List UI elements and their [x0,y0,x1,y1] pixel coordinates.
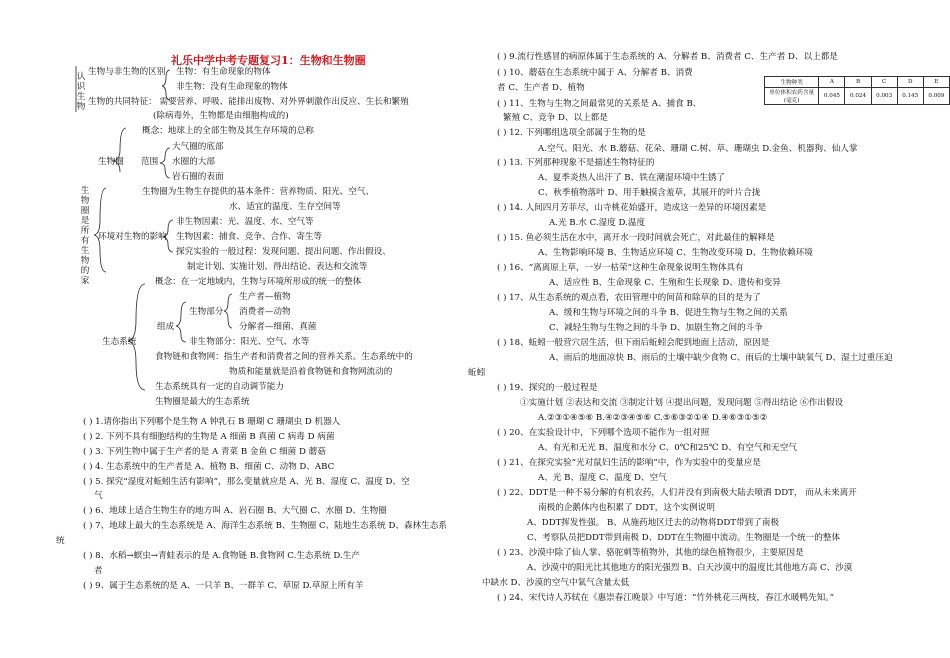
table-cell: 0.045 [819,88,845,105]
right-option: A.光 B.水 C.湿度 D.温度 [549,218,646,228]
right-question: ( ) 9.流行性感冒的病原体属于生态系统的 A、分解者 B、消费者 C、生产者 D、以上都是 [497,52,838,62]
left-question: ( ) 5. 探究“湿度对蚯蚓生活有影响”，那么变量就应是 A、光 B、湿度 C、温度 D、空 [83,477,410,487]
table-cell: 0.003 [871,88,897,105]
vertical-label-biosphere: 生物圈是所有生物的家 [80,186,90,286]
right-option: C、秋季植物落叶 D、用手触摸含羞草，其展开的叶片合拢 [538,188,761,198]
right-option: A、生物影响环境 B、生物适应环境 C、生物改变环境 D、生物依赖环境 [538,248,813,258]
outline-l12a: 环境对生物的影响 [98,232,167,242]
outline-l21: 物质和能量就是沿着食物链和食物网流动的 [229,367,393,377]
right-question: ( ) 18、蚯蚓一般营穴居生活，但下雨后蚯蚓会爬到地面上活动，原因是 [497,338,770,348]
right-question-wrap: 者 C、生产者 D、植物 [497,83,585,93]
outline-l17a: 生物部分 [189,307,224,317]
outline-l7a: 生物圈 [98,157,124,167]
right-question-wrap: 中缺水 D、沙漠的空气中氧气含量太低 [482,578,630,588]
outline-l18a: 组成 [157,322,175,332]
right-question: ( ) 19、探究的一般过程是 [497,383,598,393]
table-cell: 0.009 [923,88,949,105]
right-question: ( ) 21、在探究实验“光对鼠妇生活的影响”中，作为实验中的变量应是 [497,458,761,468]
left-question: ( ) 9、属于生态系统的是 A、一只羊 B、一群羊 C、草原 D.草原上所有羊 [83,581,364,591]
right-question-wrap: 繁殖 C、竞争 D、以上都是 [503,113,608,123]
table-header: E [923,77,949,88]
outline-l6: 大气圈的底部 [172,142,224,152]
outline-l2: 非生物：没有生命现象的物体 [176,82,288,92]
right-option: A、沙漠中的阳光比其他地方的阳光强烈 B、白天沙漠中的温度比其他地方高 C、沙漠 [527,563,853,573]
right-option: A、缓和生物与环境之间的斗争 B、促进生物与生物之间的关系 [549,308,788,318]
right-option: A、光 B、湿度 C、温度 D、空气 [538,473,667,483]
right-question: ( ) 22、DDT是一种不易分解的有机农药，人们并没有到南极大陆去喷洒 DDT， 而从未来离开 [497,488,857,498]
right-question: ( ) 14. 人间四月芳菲尽，山寺桃花始盛开，造成这一差异的环境因素是 [497,203,767,213]
right-question: ( ) 10、蘑菇在生态系统中属于 A、分解者 B、消费 [497,68,693,78]
left-question: ( ) 3. 下列生物中属于生产者的是 A 青菜 B 金鱼 C 细菌 D 蘑菇 [83,447,326,457]
right-option: A、适应性 B、生命现象 C、生殖和生长现象 D、遗传和变异 [549,278,781,288]
right-option: C、减轻生物与生物之间的斗争 D、加剧生物之间的斗争 [549,323,763,333]
table-cell: 0.024 [845,88,871,105]
table-row-label: 单位体积农药含量(毫克) [765,88,819,105]
outline-l19b: 非生物部分：阳光、空气、水等 [189,337,310,347]
outline-l16: 生产者—植物 [239,292,291,302]
right-question: ( ) 17、从生态系统的观点看，农田管理中的间苗和除草的目的是为了 [497,293,761,303]
right-question: ( ) 23、沙漠中除了仙人掌、骆驼刺等植物外，其他的绿色植物很少，主要原因是 [497,548,804,558]
left-question-wrap: 统 [56,536,65,546]
right-option: A.②③①④⑤⑥ B.④②③④⑤⑥ C.⑤⑥③②①④ D.④⑥③①⑤② [538,413,768,423]
outline-l20: 食物链和食物网：指生产者和消费者之间的营养关系。生态系统中的 [155,352,413,362]
outline-l19a: 生态系统 [102,337,137,347]
outline-l12b: 生物因素：捕食、竞争、合作、寄生等 [176,232,323,242]
table-header: B [845,77,871,88]
right-question: ( ) 16、“离离原上草，一岁一枯荣”这种生命现象说明生物体具有 [497,263,744,273]
outline-l8: 岩石圈的表面 [172,172,224,182]
right-question: ( ) 20、在实验设计中，下列哪个选项不能作为一组对照 [497,428,710,438]
right-question: ( ) 12. 下列哪组选项全部属于生物的是 [497,128,646,138]
right-question: ( ) 13. 下列那种现象不是描述生物特征的 [497,158,655,168]
outline-l7b: 范围 [141,157,159,167]
right-option: ①实施计划 ②表达和交流 ③制定计划 ④提出问题，发现问题 ⑤得出结论 ⑥作出假设 [520,398,844,408]
right-question: ( ) 24、宋代诗人苏轼在《惠崇春江晚景》中写道：“竹外桃花三两枝，春江水暖鸭先知。” [497,593,834,603]
outline-l14: 制定计划、实施计划、得出结论、表达和交流等 [187,262,368,272]
table-header: D [897,77,923,88]
right-option: A.空气、阳光、水 B.蘑菇、花朵、珊瑚 C.树、草、珊瑚虫 D.金鱼、机器狗、仙人掌 [538,144,858,154]
pesticide-table [764,76,950,105]
outline-l22: 生态系统具有一定的自动调节能力 [155,382,284,392]
vertical-label-cognize: 认识生物 [76,72,86,112]
left-question: ( ) 2. 下列不具有细胞结构的生物是 A 细菌 B 真菌 C 病毒 D 病菌 [83,432,335,442]
right-option: A、夏季炎热人出汗了 B、铁在潮湿环境中生锈了 [538,173,726,183]
right-question: ( ) 11、生物与生物之间最常见的关系是 A、捕食 B、 [497,99,702,109]
table-header: 生物种类 [765,77,819,88]
table-header: A [819,77,845,88]
outline-l13: 探究实验的一般过程：发现问题、提出问题、作出假设、 [176,247,391,257]
outline-l23: 生物圈是最大的生态系统 [155,397,250,407]
right-question: ( ) 15. 鱼必须生活在水中，离开水一段时间就会死亡，对此最佳的解释是 [497,233,775,243]
right-question-wrap: 蚯蚓 [468,368,486,378]
outline-l1: 生物与非生物的区别 [88,67,166,77]
right-question-wrap: 南极的企鹅体内也积累了 DDT，这个实例说明 [538,503,715,513]
outline-l11: 非生物因素：光、温度、水、空气等 [176,217,314,227]
outline-l18b: 分解者—细菌、真菌 [239,322,317,332]
outline-l17b: 消费者—动物 [239,307,291,317]
left-question: ( ) 7、地球上最大的生态系统是 A、海洋生态系统 B、生物圈 C、陆地生态系统 D、森林生态系 [83,521,447,531]
left-question: ( ) 6、地球上适合生物生存的地方叫 A、岩石圈 B、大气圈 C、水圈 D、生物圈 [83,506,387,516]
right-option: A、DDT挥发性强。 B、从施药地区迁去的动物将DDT带到了南极 [527,518,779,528]
outline-l9: 生物圈为生物生存提供的基本条件：营养物质、阳光、空气、 [142,187,375,197]
left-question-wrap: 者 [94,566,103,576]
outline-l4: (除病毒外，生物都是由细胞构成的) [153,111,289,121]
right-option: A、有光和无光 B、温度和水分 C、0℃和25℃ D、有空气和无空气 [538,443,797,453]
table-header: C [871,77,897,88]
outline-l15: 概念：在一定地域内，生物与环境所形成的统一的整体 [155,277,362,287]
outline-l10: 水、适宜的温度、生存空间等 [229,202,341,212]
table-cell: 0.145 [897,88,923,105]
page-title: 礼乐中学中考专题复习1：生物和生物圈 [171,54,366,67]
left-question-wrap: 气 [94,491,103,501]
right-option: A、雨后的地面凉快 B、雨后的土壤中缺少食物 C、雨后的土壤中缺氧气 D、湿土过重压迫 [549,353,893,363]
outline-l1b: 生物：有生命现象的物体 [176,67,271,77]
left-question: ( ) 4. 生态系统中的生产者是 A、植物 B、细菌 C、动物 D、ABC [83,462,335,472]
left-question: ( ) 8、水稻→螟虫→青蛙表示的是 A.食物链 B.食物网 C.生态系统 D.生产 [83,551,360,561]
outline-l5: 概念：地球上的全部生物及其生存环境的总称 [142,126,314,136]
outline-l7c: 水圈的大部 [172,157,215,167]
left-question: ( ) 1.请你指出下列哪个是生物 A 钟乳石 B 珊瑚 C 珊瑚虫 D 机器人 [83,417,341,427]
outline-l3: 生物的共同特征： 需要营养、呼吸、能排出废物、对外界刺激作出反应、生长和繁殖 [88,97,409,107]
right-option: C、考察队员把DDT带到南极 D、DDT在生物圈中流动。生物圈是一个统一的整体 [527,533,841,543]
